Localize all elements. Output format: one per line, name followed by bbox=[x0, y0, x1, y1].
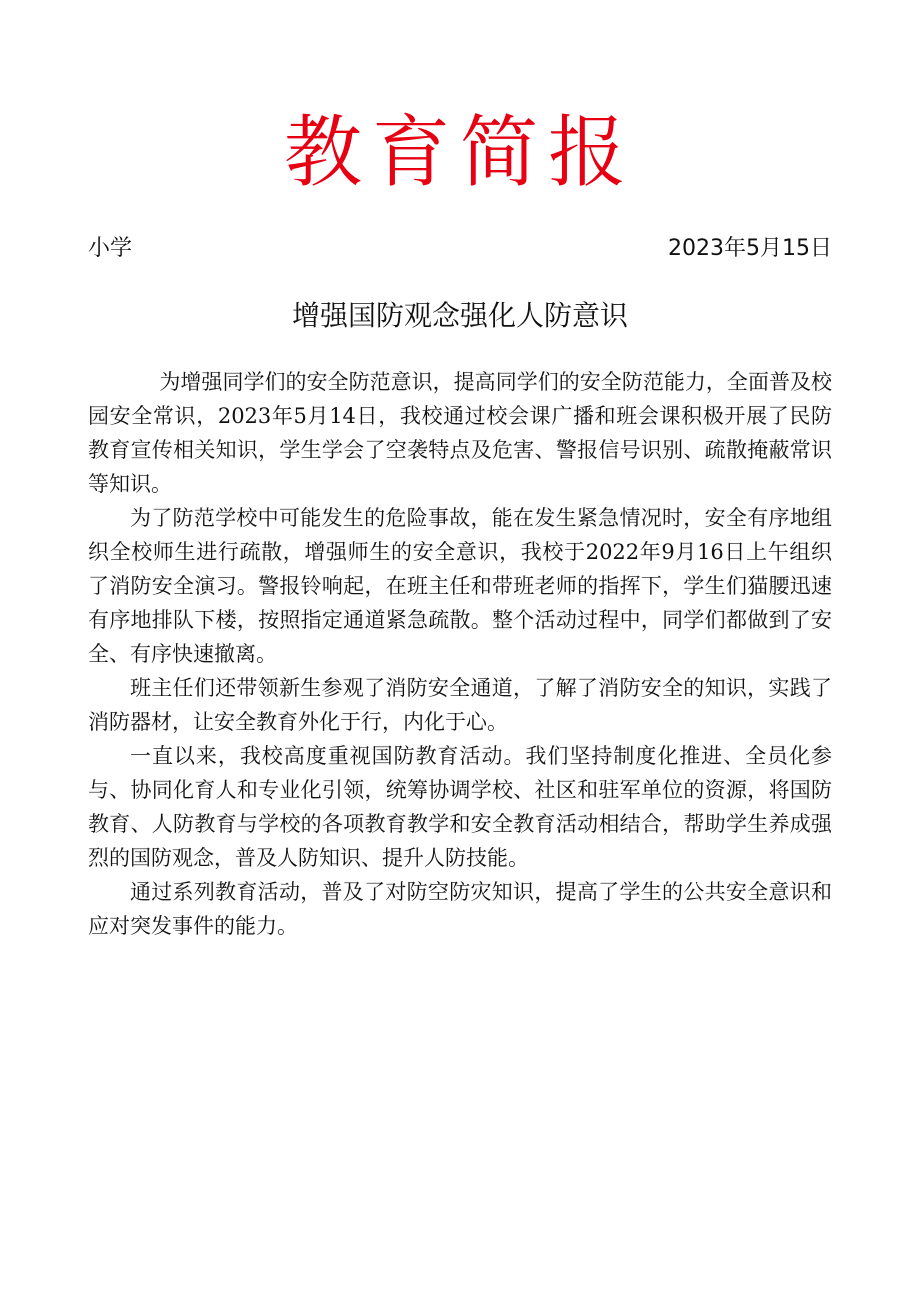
meta-row bbox=[88, 232, 832, 266]
school-name: 小学 bbox=[88, 236, 133, 261]
issue-date: 2023年5月15日 bbox=[668, 236, 832, 261]
newsletter-masthead: 教育简报 bbox=[283, 108, 636, 198]
paragraph-1: 为增强同学们的安全防范意识，提高同学们的安全防范能力，全面普及校园安全常识，2023年5月14日，我校通过校会课广播和班会课积极开展了民防教育宣传相关知识，学生学会了空袭特点及危害、警报信号识别、疏散掩蔽常识等知识。 bbox=[88, 370, 832, 496]
article-headline: 增强国防观念强化人防意识 bbox=[291, 299, 628, 332]
paragraph-4: 一直以来，我校高度重视国防教育活动。我们坚持制度化推进、全员化参与、协同化育人和专业化引领，统筹协调学校、社区和驻军单位的资源，将国防教育、人防教育与学校的各项教育教学和安全教育活动相结合，帮助学生养成强烈的国防观念，普及人防知识、提升人防技能。 bbox=[88, 744, 832, 870]
article-body bbox=[88, 365, 832, 943]
paragraph-2: 为了防范学校中可能发生的危险事故，能在发生紧急情况时，安全有序地组织全校师生进行疏散，增强师生的安全意识，我校于2022年9月16日上午组织了消防安全演习。警报铃响起，在班主任和带班老师的指挥下，学生们猫腰迅速有序地排队下楼，按照指定通道紧急疏散。整个活动过程中，同学们都做到了安全、有序快速撤离。 bbox=[88, 506, 832, 666]
paragraph-5: 通过系列教育活动，普及了对防空防灾知识，提高了学生的公共安全意识和应对突发事件的能力。 bbox=[88, 880, 832, 938]
paragraph-3: 班主任们还带领新生参观了消防安全通道，了解了消防安全的知识，实践了消防器材，让安全教育外化于行，内化于心。 bbox=[88, 676, 832, 734]
